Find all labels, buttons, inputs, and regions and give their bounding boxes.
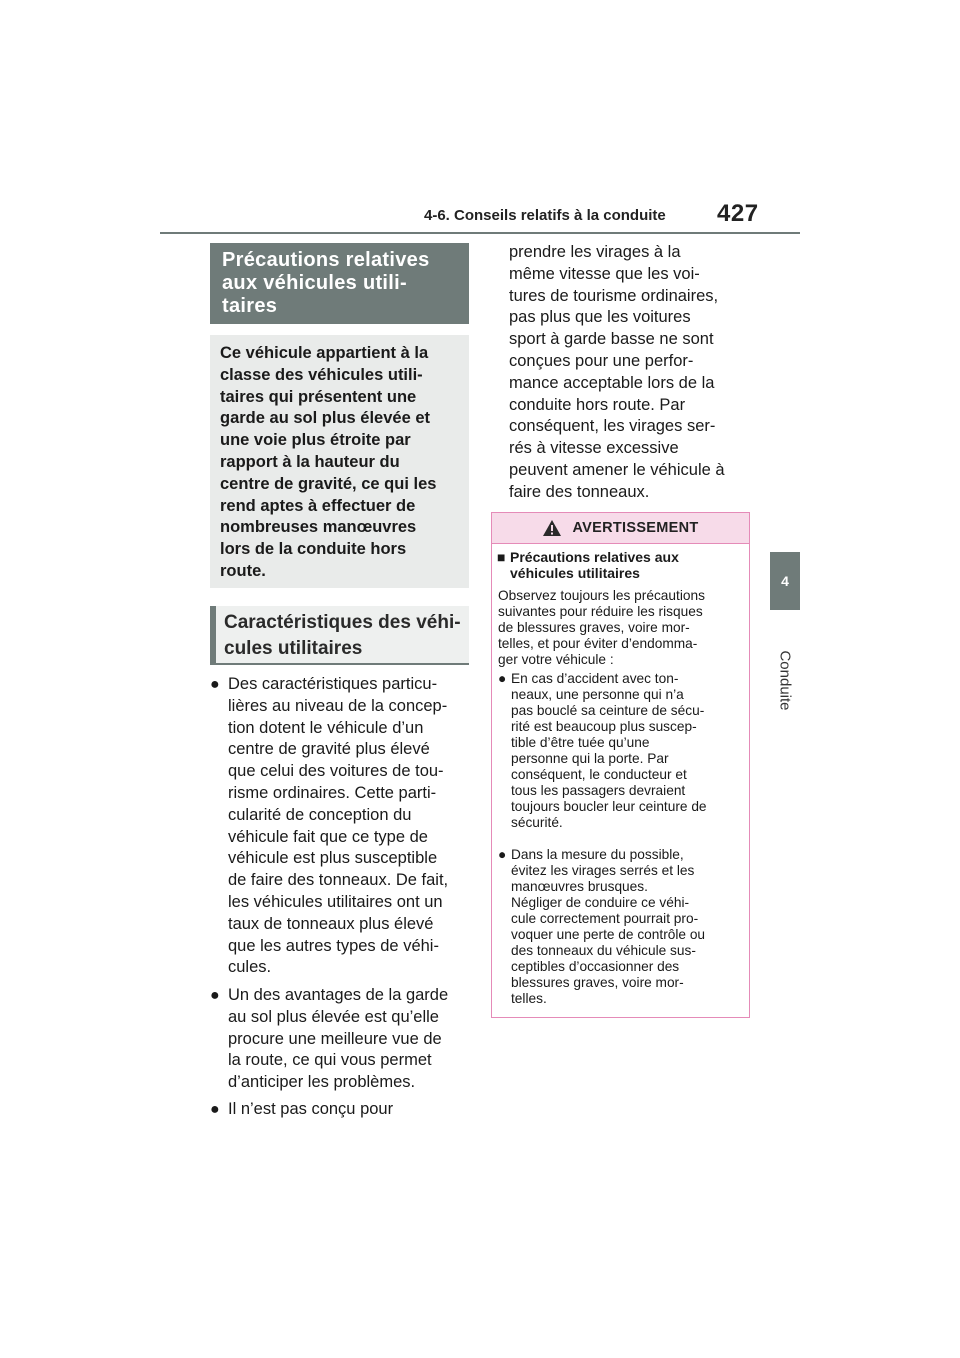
- warning-box: [491, 512, 750, 1018]
- text-line: suivantes pour réduire les risques: [498, 604, 703, 619]
- text-line: que celui des voitures de tou-: [228, 762, 444, 781]
- text-line: telles.: [511, 991, 547, 1006]
- text-line: sport à garde basse ne sont: [509, 330, 714, 349]
- heading-line: taires: [222, 295, 278, 317]
- chapter-tab-label: [757, 650, 813, 710]
- text-line: que les autres types de véhi-: [228, 936, 439, 955]
- text-line: Négliger de conduire ce véhi-: [511, 895, 690, 910]
- text-line: véhicule fait que ce type de: [228, 827, 428, 846]
- intro-line: une voie plus étroite par: [220, 431, 411, 450]
- intro-line: Ce véhicule appartient à la: [220, 344, 429, 362]
- heading-line: Précautions relatives: [222, 249, 430, 271]
- intro-line: garde au sol plus élevée et: [220, 409, 431, 428]
- text-line: tible d’être tuée qu’une: [511, 735, 650, 750]
- text-line: Observez toujours les précautions: [498, 588, 705, 603]
- section-heading-characteristics: [210, 606, 469, 665]
- intro-line: rend aptes à effectuer de: [220, 496, 416, 515]
- running-header-section: 4-6. Conseils relatifs à la conduite: [424, 207, 666, 224]
- header-rule: [160, 232, 800, 234]
- bullet-text: [210, 1099, 468, 1121]
- intro-line: nombreuses manœuvres: [220, 518, 417, 537]
- text-line: cules.: [228, 958, 272, 977]
- chapter-tab-label-text: Conduite: [776, 649, 794, 711]
- text-line: ceptibles d’occasionner des: [511, 959, 680, 974]
- text-line: la route, ce qui vous permet: [228, 1051, 432, 1070]
- text-line: conséquent, les virages ser-: [509, 417, 716, 436]
- text-line: d’anticiper les problèmes.: [228, 1073, 416, 1092]
- text-line: faire des tonneaux.: [509, 482, 650, 501]
- text-line: cularité de conception du: [228, 805, 412, 824]
- bullet-item: [210, 1099, 468, 1121]
- text-line: tous les passagers devraient: [511, 783, 686, 798]
- text-line: En cas d’accident avec ton-: [511, 671, 679, 686]
- bullet-text: [210, 985, 468, 1094]
- text-line: même vitesse que les voi-: [509, 264, 700, 283]
- text-line: les véhicules utilitaires ont un: [228, 892, 443, 911]
- text-line: au sol plus élevée est qu’elle: [228, 1007, 439, 1026]
- text-line: peuvent amener le véhicule à: [509, 460, 725, 479]
- text-line: conçues pour une perfor-: [509, 351, 694, 370]
- text-line: conséquent, le conducteur et: [511, 767, 687, 782]
- text-line: Dans la mesure du possible,: [511, 847, 684, 862]
- heading-line: aux véhicules utili-: [222, 272, 407, 294]
- warning-bullet-dot: ●: [498, 847, 507, 862]
- text-line: telles, et pour éviter d’endomma-: [498, 636, 698, 651]
- text-line: ger votre véhicule :: [498, 652, 614, 667]
- text-line: des tonneaux du véhicule sus-: [511, 943, 696, 958]
- text-line: sécurité.: [511, 815, 563, 830]
- intro-line: taires qui présentent une: [220, 387, 417, 406]
- heading-line: Caractéristiques des véhi-: [224, 612, 461, 633]
- text-line: mance acceptable lors de la: [509, 373, 715, 392]
- text-line: véhicules utilitaires: [510, 565, 640, 581]
- bullet-dot: ●: [210, 1101, 220, 1118]
- warning-header: [492, 513, 749, 544]
- text-line: évitez les virages serrés et les: [511, 863, 695, 878]
- text-line: centre de gravité plus élevé: [228, 740, 430, 759]
- section-heading-precautions: [210, 243, 469, 324]
- text-line: lières au niveau de la concep-: [228, 696, 448, 715]
- text-line: tion dotent le véhicule d’un: [228, 718, 424, 737]
- bullet-continuation: [509, 242, 759, 504]
- warning-intro: [498, 588, 705, 668]
- section-intro-box: [210, 335, 469, 588]
- intro-line: lors de la conduite hors: [220, 540, 407, 559]
- text-line: manœuvres brusques.: [511, 879, 648, 894]
- text-line: tures de tourisme ordinaires,: [509, 286, 719, 305]
- warning-heading-square: ■: [497, 549, 506, 565]
- text-line: toujours boucler leur ceinture de: [511, 799, 707, 814]
- text-line: pas plus que les voitures: [509, 308, 691, 327]
- text-line: neaux, une personne qui n’a: [511, 687, 684, 702]
- text-line: pas bouclé sa ceinture de sécu-: [511, 703, 705, 718]
- page-number: 427: [717, 200, 759, 227]
- bullet-dot: ●: [210, 676, 220, 693]
- chapter-tab-number: 4: [770, 552, 800, 610]
- bullet-item: [210, 985, 468, 1094]
- warning-triangle-icon: [542, 519, 562, 537]
- warning-title: AVERTISSEMENT: [572, 520, 699, 536]
- text-line: véhicule est plus susceptible: [228, 849, 438, 868]
- text-line: rés à vitesse excessive: [509, 439, 679, 458]
- text-line: Un des avantages de la garde: [228, 986, 449, 1004]
- text-line: cule correctement pourrait pro-: [511, 911, 699, 926]
- text-line: Des caractéristiques particu-: [228, 675, 438, 693]
- bullet-dot: ●: [210, 987, 220, 1004]
- bullet-text: [210, 674, 468, 979]
- text-line: de faire des tonneaux. De fait,: [228, 871, 449, 890]
- text-line: de blessures graves, voire mor-: [498, 620, 690, 635]
- text-line: personne qui la porte. Par: [511, 751, 669, 766]
- text-line: conduite hors route. Par: [509, 395, 686, 414]
- warning-heading: [510, 549, 679, 581]
- intro-line: route.: [220, 561, 266, 580]
- text-line: taux de tonneaux plus élevé: [228, 914, 434, 933]
- text-line: Précautions relatives aux: [510, 549, 679, 565]
- text-line: Il n’est pas conçu pour: [228, 1100, 394, 1118]
- text-line: rité est beaucoup plus suscep-: [511, 719, 697, 734]
- text-line: risme ordinaires. Cette parti-: [228, 783, 437, 802]
- warning-bullet: [511, 847, 705, 1007]
- text-line: procure une meilleure vue de: [228, 1029, 442, 1048]
- warning-bullet: [511, 671, 707, 831]
- text-line: blessures graves, voire mor-: [511, 975, 684, 990]
- intro-line: centre de gravité, ce qui les: [220, 474, 437, 493]
- text-line: voquer une perte de contrôle ou: [511, 927, 706, 942]
- heading-line: cules utilitaires: [224, 638, 363, 659]
- intro-line: rapport à la hauteur du: [220, 452, 400, 471]
- intro-line: classe des véhicules utili-: [220, 365, 423, 384]
- bullet-item: [210, 674, 468, 979]
- warning-bullet-dot: ●: [498, 671, 507, 686]
- text-line: prendre les virages à la: [509, 243, 681, 261]
